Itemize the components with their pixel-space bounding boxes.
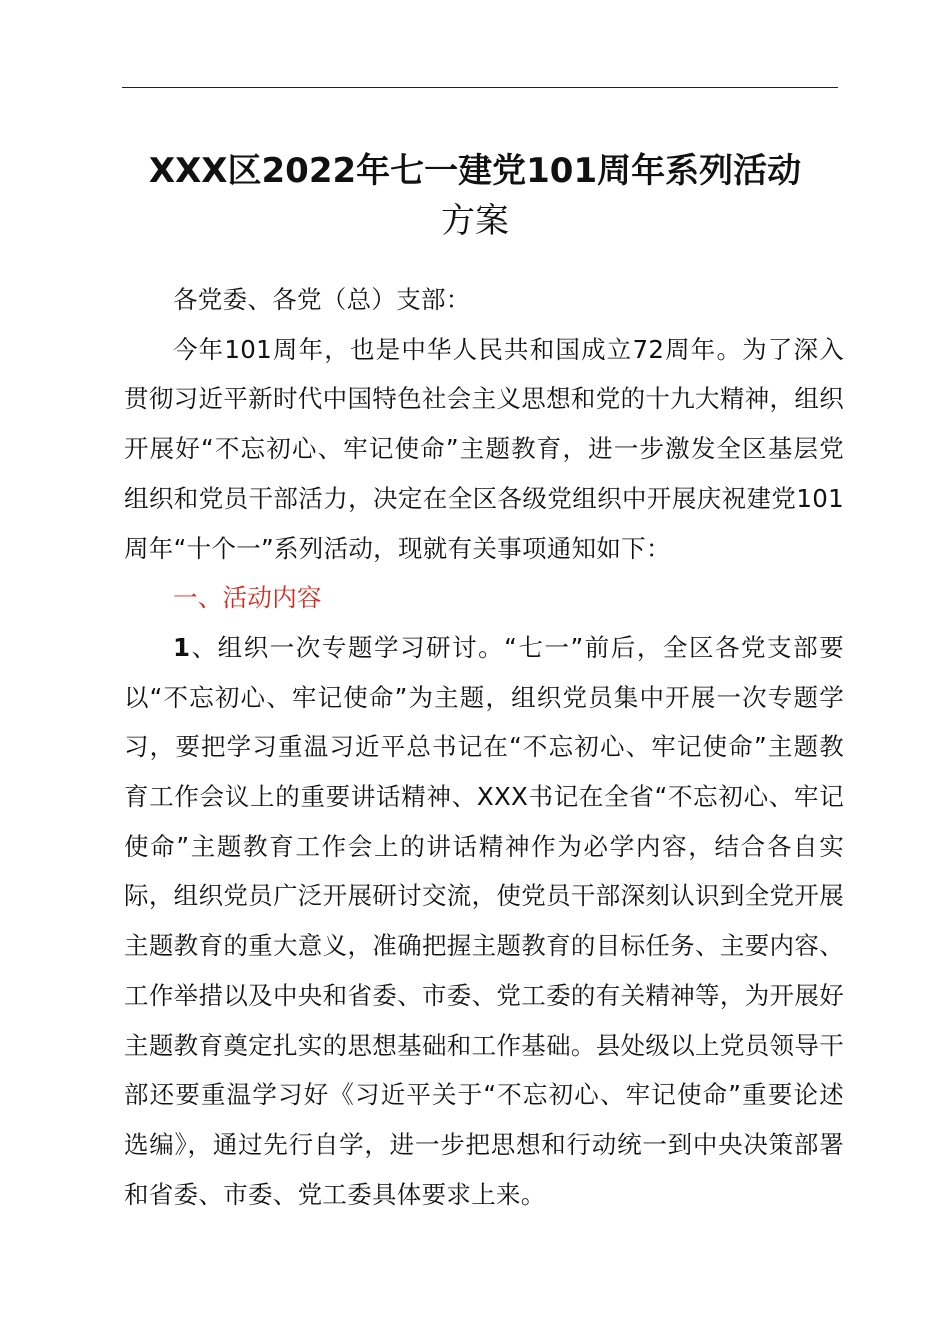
item-1-text: 、组织一次专题学习研讨。“七一”前后，全区各党支部要以“不忘初心、牢记使命”为主题，组织党员集中开展一次专题学习，要把学习重温习近平总书记在“不忘初心、牢记使命”主题教育工作会议上的重要讲话精神、XXX书记在全省“不忘初心、牢记使命”主题教育工作会上的讲话精神作为必学内容，结合各自实际，组织党员广泛开展研讨交流，使党员干部深刻认识到全党开展主题教育的重大意义，准确把握主题教育的目标任务、主要内容、工作举措以及中央和省委、市委、党工委的有关精神等，为开展好主题教育奠定扎实的思想基础和工作基础。县处级以上党员领导干部还要重温学习好《习近平关于“不忘初心、牢记使命”重要论述选编》，通过先行自学，进一步把思想和行动统一到中央决策部署和省委、市委、党工委具体要求上来。 <box>124 632 844 1209</box>
header-rule <box>122 87 838 88</box>
item-1-number: 1 <box>173 632 191 662</box>
intro-paragraph: 今年101周年，也是中华人民共和国成立72周年。为了深入贯彻习近平新时代中国特色社会主义思想和党的十九大精神，组织开展好“不忘初心、牢记使命”主题教育，进一步激发全区基层党组织和党员干部活力，决定在全区各级党组织中开展庆祝建党101周年“十个一”系列活动，现就有关事项通知如下： <box>124 334 844 563</box>
title-line-1: XXX区2022年七一建党101周年系列活动 <box>148 151 802 191</box>
document-body <box>124 275 844 1219</box>
salutation: 各党委、各党（总）支部： <box>173 285 471 314</box>
section-heading: 一、活动内容 <box>173 583 322 613</box>
document-title <box>110 146 840 246</box>
title-line-2: 方案 <box>441 201 509 241</box>
item-1-paragraph <box>124 623 844 1219</box>
